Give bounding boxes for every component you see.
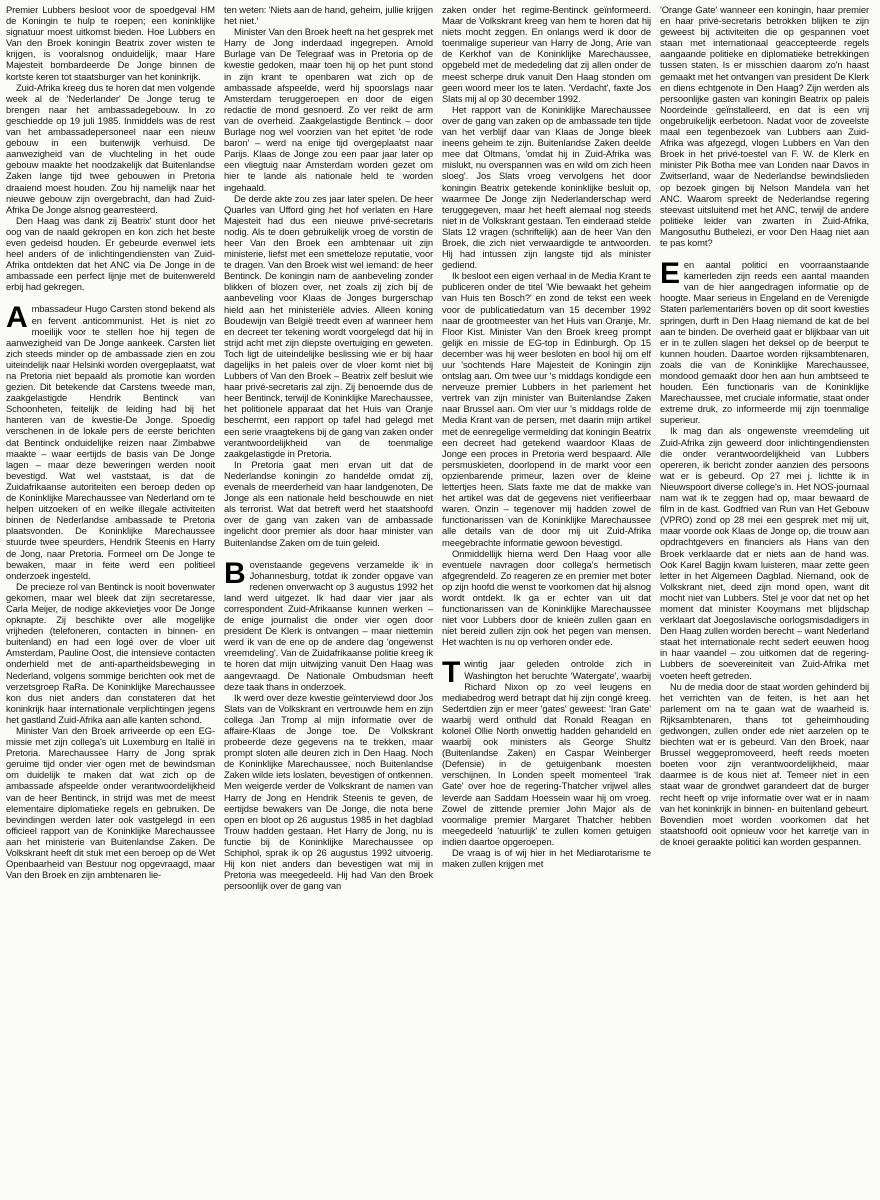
article-paragraph — [442, 4, 651, 104]
article-paragraph — [6, 82, 215, 215]
paragraph-text: De derde akte zou zes jaar later spelen. De heer Quarles van Ufford ging het hof verlaten en Hare Majesteit had dus een nieuwe privé-secretaris nodig. Als te doen gebruikelijk vroeg de vorstin de heer Van den Broek een ambtenaar uit zijn ministerie, liefst met een smetteloze reputatie, voor te dragen. Van den Broek wist wel iemand: de heer Bentinck. De koningin nam de aanbeveling zonder blikken of blozen over, net zoals zij zich bij de aanbeveling voor Klaas de Jonges burgerschap hield aan het ministeriële advies. Alleen koning Boudewijn van België treedt even af wanneer hem en decreet ter tekening wordt voorgelegd dat hij in strijd acht met zijn diepste overtuiging en geweten. Toch ligt de uiteindelijke beslissing wie er bij haar dagelijks in het paleis over de vloer komt niet bij Lubbers of Van den Broek – Beatrix zelf besluit wie haar privé-secretaris zal zijn. Zij benoemde dus de heer Bentinck, terwijl de Koninklijke Marechaussee, het politionele apparaat dat het Huis van Oranje beschermt, een rapport op tafel had gelegd met een serie vraagtekens bij de gang van zaken onder verantwoordelijkheid van de toenmalige zaakgelastigde in Pretoria. — [224, 192, 433, 459]
paragraph-text: zaken onder het regime-Bentinck geïnformeerd. Maar de Volkskrant kreeg van hem te horen dat hij niets mocht zeggen. En onlangs werd ik door de toenmalige superieur van Harry de Jong, Arie van de Kerkhof van de Koninklijke Marechaussee, opgebeld met de mededeling dat zij allen onder de meest scherpe druk vanuit Den Haag stonden om geen woord meer los te laten. 'Verdacht', faxte Jos Slats mij al op 30 december 1992. — [442, 4, 651, 104]
paragraph-text: 'Orange Gate' wanneer een koningin, haar premier en haar privé-secretaris betrokken blijken te zijn geweest bij activiteiten die op gespannen voet staan met internationaal geaccepteerde regels aangaande politieke en diplomatieke betrekkingen tussen staten. Is er misschien daarom zo'n haast gemaakt met het ontvangen van president De Klerk en diens echtgenote in Den Haag? Zijn werden als persoonlijke gasten van koningin Beatrix op paleis Noordeinde geïnstalleerd, en dat is een vrij ongebruikelijk eerbetoon. Nadat voor de zoveelste maal een tegenbezoek van Lubbers aan Zuid-Afrika was afgezegd, vlogen Lubbers en Van den Broek in het privé-toestel van F. W. de Klerk en minister Pik Botha mee van Londen naar Davos in Zwitserland, waar de Nederlandse bewindslieden op bezoek gingen bij Nelson Mandela van het ANC. Waarom spreekt de Nederlandse regering steevast uitsluitend met het ANC, terwijl de andere politieke leider van zwarten in Zuid-Afrika, Mangosuthu Buthelezi, er voor Den Haag niet aan te pas komt? — [660, 4, 869, 248]
article-paragraph — [442, 658, 651, 847]
paragraph-text: Onmiddellijk hierna werd Den Haag voor alle eventuele navragen door collega's hermetisch afgegrendeld. Zo reageren ze en premier met boter op zijn hoofd die wenst te voorkomen dat hij alsnog wordt ontdekt. Ik ga er echter van uit dat functionarissen van de Koninklijke Marechaussee niet voor Lubbers door de knieën zullen gaan en niet bereid zullen zijn ook het pegen van mensen. Het wachten is nu op verhoren onder ede. — [442, 547, 651, 648]
paragraph-text: ovenstaande gegevens verzamelde ik in Johannesburg, totdat ik zonder opgave van redenen onverwacht op 3 augustus 1992 het land werd uitgezet. Ik had daar vier jaar als correspondent Zuid-Afrikaanse kunnen werken – de enige journalist die onder vier ogen door president De Klerk is ontvangen – maar niettemin werd ik van de ene op de andere dag 'ongewenst vreemdeling'. Van de Zuidafrikaanse politie kreeg ik te horen dat mijn uitwijzing vanuit Den Haag was aangevraagd. De Nationale Ombudsman heeft deze taak thans in onderzoek. — [224, 558, 433, 692]
drop-cap: T — [442, 656, 461, 690]
article-column-3 — [442, 4, 651, 1196]
article-paragraph — [442, 270, 651, 547]
paragraph-text: Ik werd over deze kwestie geïnterviewd door Jos Slats van de Volkskrant en vertrouwde hem en zijn collega Jan Tromp al mijn informatie over de affaire-Klaas de Jonge toe. De Volkskrant probeerde deze gegevens na te trekken, maar prompt sloten alle deuren zich in Den Haag. Noch de Koninklijke Marechaussee, noch Buitenlandse Zaken wilde iets loslaten, bevestigen of ontkennen. Men weigerde verder de Volkskrant de namen van Harry de Jong en Hendrik Steenis te geven, de eertijdse bewakers van De Jonge, die nota bene open en bloot op 26 augustus 1985 in het dagblad Trouw hadden gestaan. Het Harry de Jong, nu is functie bij de Koninklijke Marechaussee op Schiphol, sprak ik op 26 augustus 1992 uitvoerig. Hij kon niet anders dan bevestigen wat mij in Pretoria was meegedeeld. Hij had Van den Broek persoonlijk over de gang van — [224, 691, 433, 892]
paragraph-text: Het rapport van de Koninklijke Marechaussee over de gang van zaken op de ambassade ten tijde van het verblijf daar van Klaas de Jonge bleek ineens geheim te zijn. Buitenlandse Zaken deelde mee dat Oltmans, 'omdat hij in Zuid-Afrika was mislukt, nu overspannen was en wild om zich heen sloeg'. Jos Slats vroeg vervolgens het door koningin Beatrix getekende koninklijke besluit op, waarmee De Jonge zijn Nederlanderschap werd teruggegeven, maar het heeft alemaal nog steeds niet in de Volkskrant gestaan. Ten einderaad stelde Slats 12 vragen (schriftelijk) aan de heer Van den Broek, die zich niet verwaardigde te antwoorden. Hij had intussen zijn langste tijd als minister gediend. — [442, 103, 651, 271]
paragraph-gap — [660, 248, 869, 259]
article-paragraph — [442, 104, 651, 270]
article-paragraph — [224, 459, 433, 548]
paragraph-text: Minister Van den Broek arriveerde op een EG-missie met zijn collega's uit Luxemburg en Italië in Pretoria. Marechaussee Harry de Jong sprak geruime tijd onder vier ogen met de bewindsman om duidelijk te maken dat wat zich op de ambassade afspeelde onder verantwoordelijkheid van de heer Bentinck, in strijd was met de meest elementaire diplomatieke regels en gebruiken. De bevindingen werden later ook vastgelegd in een officieel rapport van de Koninklijke Marechaussee aan het ministerie van Buitenlandse Zaken. De Volkskrant heeft dit stuk met een beroep op de Wet Openbaarheid van Bestuur nog opgevraagd, maar Van den Broek en zijn ambtenaren lie- — [6, 725, 215, 881]
drop-cap: E — [660, 257, 680, 291]
article-paragraph — [442, 548, 651, 648]
article-paragraph — [660, 681, 869, 847]
paragraph-text: en aantal politici en voorraanstaande kamerleden zijn reeds een aantal maanden van de hier aangedragen informatie op de hoogte. Maar serieus in Engeland en de Verenigde Staten parlementariërs boven op dit soort kwesties springen, durft in Den Haag niemand de kat de bel aan te binden. De overheid gaat er blijkbaar van uit er in te zullen slagen het deksel op de beerput te kunnen houden. Daartoe worden rijksambtenaren, zoals die van de Koninklijke Marechaussee, mondood gemaakt door hen aan hun ambtseed te houden. Eén functionaris van de Koninklijke Marechaussee, met cruciale informatie, staat onder extreme druk, zo informeerde mij zijn toenmalige superieur. — [660, 259, 869, 426]
paragraph-text: Zuid-Afrika kreeg dus te horen dat men volgende week al de 'Nederlander' De Jonge terug te brengen naar het ambassadegebouw. In zo geschiedde op 19 juli 1985. Inmiddels was de rest van het ambassadepersoneel naar een nieuw gebouw in een buitenwijk verhuisd. De aanwezigheid van de vluchteling in het oude gebouw maakte het noodzakelijk dat Buitenlandse Zaken lange tijd twee gebouwen in Pretoria draaiend moest houden. Zou hij namelijk naar het nieuwe gebouw zijn overgebracht, dan had Zuid-Afrika De Jonge alsnog gearresteerd. — [6, 81, 215, 215]
article-paragraph — [660, 4, 869, 248]
article-column-4 — [660, 4, 869, 1196]
paragraph-gap — [6, 292, 215, 303]
article-paragraph — [224, 556, 433, 692]
paragraph-gap — [224, 548, 433, 559]
paragraph-text: Premier Lubbers besloot voor de spoedgeval HM de Koningin te hulp te roepen; een koninklijke signatuur moest uitkomst bieden. Hoe Lubbers en Van den Broek koningin Beatrix zover wisten te krijgen, is vooralsnog onduidelijk, maar Hare Majesteit bombardeerde De Jonge binnen de kortste keren tot staatsburger van het koninkrijk. — [6, 4, 215, 82]
article-paragraph — [224, 692, 433, 892]
paragraph-text: Ik besloot een eigen verhaal in de Media Krant te publiceren onder de titel 'Wie bewaakt het geheim van Huis ten Bosch?' en zond de tekst een week voor de publicatiedatum van 15 december 1992 naar de grootmeester van het Huis van Oranje, Mr. Floor Kist. Minister Van den Broek kreeg prompt gelijk en missie de EG-top in Edinburgh. Op 15 december was hij weer besloten en bool hij om elf uur 'sochtends Hare Majesteit de Koningin zijn ontslag aan. Om twee uur 's middags kondigde een nerveuze premier Lubbers in het parlement het vertrek van zijn minister van Buitenlandse Zaken naar Brussel aan. Om vier uur 's middags rolde de Media Krant van de persen, met daarin mijn artikel met de eenregelige vermelding dat koningin Beatrix een decreet had getekend waardoor Klaas de Jonge een proces in Pretoria werd bespaard. Alle persmuskieten, doorlopend in de markt voor een opzienbarende primeur, lazen over de kleine lettertjes heen. Slats faxte me dat de makke van het artikel was dat de gegevens niet verifieerbaar waren. Onzin – tegenover mij hadden zowel de functionarissen van de Koninklijke Marechaussee alle details van de door mij uit Zuid-Afrika meegebrachte informatie gewoon bevestigd. — [442, 270, 651, 548]
article-paragraph — [224, 26, 433, 192]
article-paragraph — [442, 847, 651, 869]
paragraph-text: In Pretoria gaat men ervan uit dat de Nederlandse koningin zo handelde omdat zij, evenals de meerderheid van haar landgenoten, De Jonge als een nationale held beschouwde en niet als terrorist. Wat dat betreft werd het staatshoofd over de gang van zaken van de ambassade ingelicht door premier als door haar minister van Buitenlandse Zaken om de tuin geleid. — [224, 458, 433, 548]
paragraph-text: wintig jaar geleden ontrolde zich in Washington het beruchte 'Watergate', waarbij Richard Nixon op zo veel leugens en mediabedrog werd betrapt dat hij zijn congé kreeg. Sedertdien zijn er meer 'gates' geweest: 'Iran Gate' waarbij werd onthuld dat Ronald Reagan en kolonel Ollie North onwettig hadden gehandeld en waarbij ook ministers als George Shultz (Buitenlandse Zaken) en Caspar Weinberger (Defensie) in de getuigenbank moesten verschijnen. In Londen speelt momenteel 'Irak Gate' over hoe de regering-Thatcher vrijwel alles leverde aan Saddam Hoessein waar hij om vroeg. Zowel de zittende premier John Major als de voormalige premier Margaret Thatcher hebben meegedeeld 'natuurlijk' te zullen komen getuigen indien daartoe opgeroepen. — [442, 658, 651, 847]
article-column-1 — [6, 4, 215, 1196]
paragraph-text: De vraag is of wij hier in het Mediarotarisme te maken zullen krijgen met — [442, 847, 651, 870]
article-paragraph — [6, 303, 215, 580]
article-paragraph — [6, 4, 215, 82]
article-paragraph — [660, 259, 869, 425]
article-paragraph — [224, 193, 433, 459]
article-paragraph — [660, 425, 869, 680]
paragraph-text: De precieze rol van Bentinck is nooit bovenwater gekomen, maar wel bleek dat zijn secretaresse, Carla Meijer, de nodige akkevietjes voor De Jonge opknapte. Zij beschikte over alle mogelijke vrijheden (telefoneren, contacten in binnen- en buitenland) en had een logé over de vloer uit Amsterdam, Pauline Oost, die intensieve contacten onderhield met de anti-apartheidsbeweging in Nederland, volgens sommige berichten ook met de verzetsgroep RaRa. De Koninklijke Marechaussee kon dus niet anders dan constateren dat het koninkrijk haar internationale verplichtingen jegens het gastland Zuid-Afrika aan alle kanten schond. — [6, 580, 215, 725]
paragraph-gap — [442, 647, 651, 658]
article-paragraph — [6, 581, 215, 725]
paragraph-text: Minister Van den Broek heeft na het gesprek met Harry de Jong inderdaad ingegrepen. Arnold Burlage van De Telegraaf was in Pretoria op de kwestie gedoken, maar toen hij op het punt stond in zijn krant te openbaren wat zich op de ambassade afspeelde, werd hij spoorslags naar Amsterdam teruggeroepen en door de eigen redactie de mond gesnoerd. Zo ver reikt de arm van de overheid. Zaakgelastigde Bentinck – door Burlage nog wel voorzien van het epitet 'de rode baron' – werd na enige tijd overgeplaatst naar Parijs. Klaas de Jonge zou een paar jaar later op een vliegtuig naar Amsterdam worden gezet om hier te lande als nationale held te worden ingehaald. — [224, 26, 433, 193]
paragraph-text: mbassadeur Hugo Carsten stond bekend als en fervent anticommunist. Het is niet zo moeilijk voor te stellen hoe hij tegen de aanwezigheid van De Jonge aankeek. Carsten liet zich steeds minder op de ambassade zien en zou uiteindelijk naar Helsinki worden overgeplaatst, wat na Pretoria niet bepaald als promotie kan worden gezien. Dit betekende dat Carstens tweede man, zaakgelastigde Hendrik Bentinck van Schoonheten, feitelijk de leiding had bij het hanteren van de kwestie-De Jonge. Spoedig verschenen in de lokale pers de eerste berichten dat Bentinck onduidelijke reizen naar Zimbabwe maakte – waar eertijds de basis van De Jonge lagen – maar deze beweringen werden nooit bevestigd. Wat wel vaststaat, is dat de Zuidafrikaanse autoriteiten een beroep deden op de Koninklijke Marechaussee van Nederland om te helpen uitzoeken of en welke illegale activiteiten binnen de Nederlandse ambassade te Pretoria plaatsvonden. De Koninklijke Marechaussee stuurde twee speurders, Hendrik Steenis en Harry de Jong, naar Pretoria. Formeel om De Jonge te bewaken, maar in feite werd een politieel onderzoek ingesteld. — [6, 303, 215, 581]
article-paragraph — [224, 4, 433, 26]
article-paragraph — [6, 215, 215, 293]
paragraph-text: Den Haag was dank zij Beatrix' stunt door het oog van de naald gekropen en kon zich het beste even gedeisd houden. Er gebeurde evenwel iets heel anders of de inlichtingendiensten van Zuid-Afrika ontdekten dat het ANC via De Jonge in de ambassade een perfect lijnje met de buitenwereld erbij had gekregen. — [6, 214, 215, 293]
article-paragraph — [6, 725, 215, 880]
drop-cap: A — [6, 301, 28, 335]
paragraph-text: Nu de media door de staat worden gehinderd bij het verrichten van de feiten, is het aan het parlement om na te gaan wat de waarheid is. Rijksambtenaren, thans tot geheimhouding gedwongen, zullen onder ede niet aarzelen op te biechten wat er is gebeurd. Van den Broek, naar Brussel weggepromoveerd, heeft reeds moeten boeten voor zijn verantwoordelijkheid, maar daarmee is de kous niet af. Temeer niet in een staat waar de grondwet garandeert dat de burger recht heeft op vrije informatie over wat er in naam van het koninkrijk in binnen- en buitenland gebeurt. Bovendien moet worden voorkomen dat het staatshoofd ooit opnieuw voor het karretje van in de knoei geraakte politici kan worden gespannen. — [660, 680, 869, 847]
paragraph-text: ten weten: 'Niets aan de hand, geheim, jullie krijgen het niet.' — [224, 4, 433, 27]
paragraph-text: Ik mag dan als ongewenste vreemdeling uit Zuid-Afrika zijn geweerd door inlichtingendiensten die onder verantwoordelijkheid van Lubbers opereren, ik bericht zonder aanzien des persoons wat er is gebeurd. Op 27 mei j. lichtte ik in Nieuwspoort diverse college's in. Het NOS-journaal nam wat ik te zeggen had op, maar bewaard de film in de kast. Godfried van Run van Het Gebouw (VPRO) zond op 28 mei een gesprek met mij uit, maar voorde ook Klaas de Jonge op, die trouw aan opdrachtgevers en financiers als Hans van den Broek verklaarde dat er niets aan de hand was. Ook Karel Bagijn kwam luisteren, maar zette geen letter in het Algemeen Dagblad. Niemand, ook de Volkskrant niet, deed zijn mond open, want dit mocht niet van Lubbers. Stel je voor dat net op het moment dat minister Kooymans met blijdschap verklaart dat Joegoslavische oorlogsmisdadigers in Den Haag zullen worden berecht – want Nederland staat het internationale recht sedert eeuwen hoog in haar vaandel – zou uitkomen dat de regering-Lubbers de soevereiniteit van Zuid-Afrika met voeten heeft getreden. — [660, 425, 869, 681]
article-column-2 — [224, 4, 433, 1196]
drop-cap: B — [224, 556, 246, 590]
